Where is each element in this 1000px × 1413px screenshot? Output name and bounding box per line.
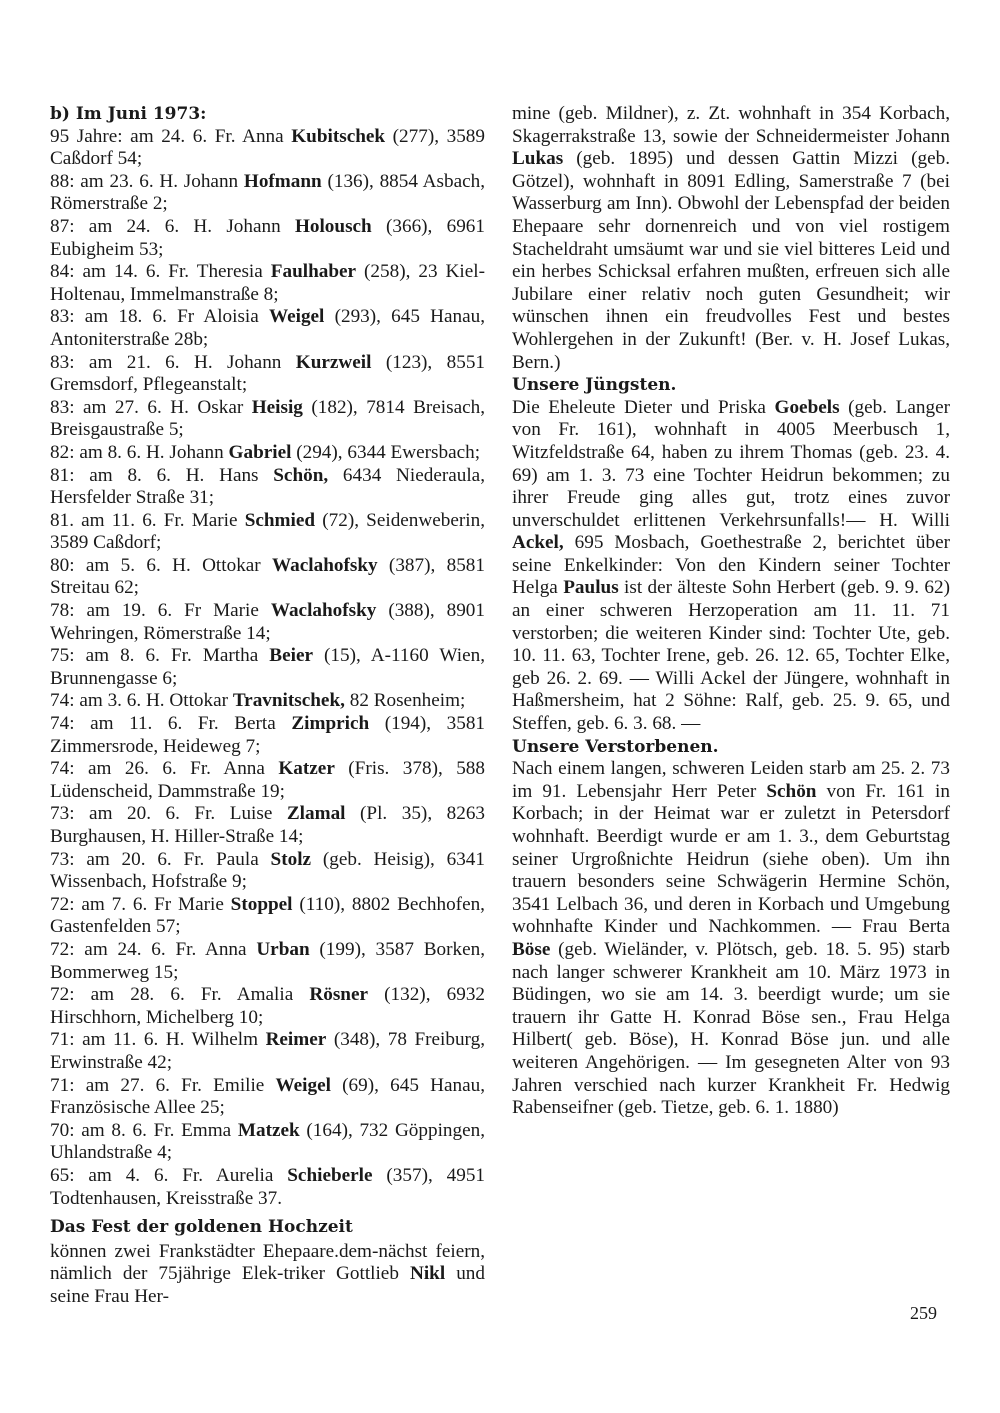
entry-age: 95 Jahre:	[50, 125, 123, 147]
birthday-entry: 88: am 23. 6. H. Johann Hofmann (136), 8854 Asbach, Römerstraße 2;	[50, 170, 485, 215]
birthday-entry: 82: am 8. 6. H. Johann Gabriel (294), 6344 Ewersbach;	[50, 441, 481, 463]
birthday-list	[50, 126, 485, 1211]
entry-age: 74:	[50, 690, 75, 712]
person-name: Beier	[269, 645, 313, 667]
golden-wedding-heading: Das Fest der goldenen Hochzeit	[50, 1217, 353, 1238]
birthday-entry: 74: am 26. 6. Fr. Anna Katzer (Fris. 378), 588 Lüdenscheid, Dammstraße 19;	[50, 758, 485, 802]
entry-age: 83:	[50, 306, 75, 328]
entry-age: 75:	[50, 645, 75, 667]
person-name: Heisig	[251, 396, 303, 418]
golden-wedding-continued: mine (geb. Mildner), z. Zt. wohnhaft in 354 Korbach, Skagerrakstraße 13, sowie der Schneidermeister Johann Lukas (geb. 1895) und dessen Gattin Mizzi (geb. Götzel), wohnhaft in 8091 Edling, Samerstraße 7 (bei Wasserburg am Inn). Obwohl der Lebenspfad der beiden Ehepaare sehr dornenreich und von viel rostigem Stacheldraht umsäumt war und sie viel bitteres Leid und ein herbes Schicksal erfahren mußten, erfreuen sich alle Jubilare einer relativ noch guten Gesundheit; wir wünschen ihnen ein freudvolles Fest und bestes Wohlergehen in der Zukunft! (Ber. v. H. Josef Lukas, Bern.)	[512, 103, 950, 373]
person-name: Schieberle	[287, 1164, 373, 1186]
person-name: Zimprich	[291, 713, 370, 735]
person-name: Matzek	[237, 1119, 300, 1141]
person-name: Böse	[512, 938, 551, 960]
person-name: Stolz	[270, 848, 312, 870]
person-name: Katzer	[278, 758, 335, 780]
person-name: Schmied	[244, 509, 316, 531]
entry-age: 78:	[50, 600, 75, 622]
person-name: Reimer	[265, 1029, 327, 1051]
right-column	[512, 103, 950, 1120]
person-name: Nikl	[409, 1263, 446, 1285]
person-name: Ackel,	[512, 532, 564, 554]
birthday-entry: 78: am 19. 6. Fr Marie Waclahofsky (388), 8901 Wehringen, Römerstraße 14;	[50, 600, 485, 644]
section-heading-june: b) Im Juni 1973:	[50, 104, 207, 124]
youngest-paragraph: Die Eheleute Dieter und Priska Goebels (geb. Langer von Fr. 161), wohnhaft in 4005 Meerbusch 1, Witzfeldstraße 64, haben zu ihrem Thomas (geb. 23. 4. 69) am 1. 3. 73 eine Tochter Heidrun bekommen; zu ihrer Freude ging alles gut, trotz eines zuvor unverschuldet erlittenen Verkehrsunfalls!— H. Willi Ackel, 695 Mosbach, Goethestraße 2, berichtet über seine Enkelkinder: Von den Kindern seiner Tochter Helga Paulus ist der älteste Sohn Herbert (geb. 9. 9. 62) an einer schweren Herzoperation am 11. 11. 71 verstorben; die weiteren Kinder sind: Tochter Ute, geb. 10. 11. 63, Tochter Irene, geb. 26. 12. 65, Tochter Elke, geb 26. 2. 69. — Willi Ackel der Jüngere, wohnhaft in Haßmersheim, hat 2 Söhne: Ralf, geb. 25. 9. 65, und Steffen, geb. 6. 3. 68. —	[512, 396, 950, 735]
entry-age: 73:	[50, 803, 75, 825]
person-name: Rösner	[309, 984, 368, 1006]
birthday-entry: 81: am 8. 6. H. Hans Schön, 6434 Niederaula, Hersfelder Straße 31;	[50, 464, 485, 509]
entry-age: 80:	[50, 554, 75, 576]
birthday-entry: 65: am 4. 6. Fr. Aurelia Schieberle (357), 4951 Todtenhausen, Kreisstraße 37.	[50, 1164, 486, 1209]
person-name: Weigel	[275, 1074, 331, 1096]
person-name: Paulus	[563, 577, 619, 599]
birthday-entry: 72: am 28. 6. Fr. Amalia Rösner (132), 6932 Hirschhorn, Michelberg 10;	[50, 984, 486, 1028]
birthday-entry: 72: am 7. 6. Fr Marie Stoppel (110), 8802 Bechhofen, Gastenfelden 57;	[50, 893, 485, 938]
person-name: Urban	[256, 938, 310, 960]
person-name: Waclahofsky	[270, 600, 377, 622]
person-name: Kubitschek	[291, 125, 386, 147]
entry-age: 83:	[50, 396, 75, 418]
entry-age: 72:	[50, 984, 75, 1006]
birthday-entry: 75: am 8. 6. Fr. Martha Beier (15), A-1160 Wien, Brunnengasse 6;	[50, 645, 485, 689]
person-name: Lukas	[512, 148, 564, 170]
entry-age: 74:	[50, 758, 75, 780]
birthday-entry: 72: am 24. 6. Fr. Anna Urban (199), 3587 Borken, Bommerweg 15;	[50, 938, 485, 983]
person-name: Kurzweil	[295, 351, 372, 373]
birthday-entry: 95 Jahre: am 24. 6. Fr. Anna Kubitschek (277), 3589 Caßdorf 54;	[50, 125, 485, 170]
person-name: Schön,	[273, 464, 329, 486]
entry-age: 81:	[50, 464, 75, 486]
person-name: Faulhaber	[270, 261, 357, 283]
birthday-entry: 73: am 20. 6. Fr. Luise Zlamal (Pl. 35), 8263 Burghausen, H. Hiller-Straße 14;	[50, 803, 485, 847]
entry-age: 71:	[50, 1074, 75, 1096]
left-column	[50, 103, 485, 1308]
birthday-entry: 83: am 27. 6. H. Oskar Heisig (182), 7814 Breisach, Breisgaustraße 5;	[50, 396, 485, 441]
entry-age: 65:	[50, 1164, 75, 1186]
person-name: Goebels	[774, 396, 840, 418]
birthday-entry: 80: am 5. 6. H. Ottokar Waclahofsky (387), 8581 Streitau 62;	[50, 554, 485, 599]
section-heading-youngest: Unsere Jüngsten.	[512, 375, 677, 396]
birthday-entry: 71: am 27. 6. Fr. Emilie Weigel (69), 645 Hanau, Französische Allee 25;	[50, 1074, 485, 1119]
entry-age: 87:	[50, 215, 75, 237]
birthday-entry: 70: am 8. 6. Fr. Emma Matzek (164), 732 Göppingen, Uhlandstraße 4;	[50, 1119, 486, 1164]
entry-age: 72:	[50, 938, 75, 960]
person-name: Holousch	[294, 215, 372, 237]
birthday-entry: 84: am 14. 6. Fr. Theresia Faulhaber (258), 23 Kiel-Holtenau, Immelmanstraße 8;	[50, 261, 485, 305]
entry-age: 88:	[50, 170, 75, 192]
birthday-entry: 71: am 11. 6. H. Wilhelm Reimer (348), 78 Freiburg, Erwinstraße 42;	[50, 1029, 485, 1073]
entry-age: 84:	[50, 261, 75, 283]
birthday-entry: 87: am 24. 6. H. Johann Holousch (366), 6961 Eubigheim 53;	[50, 215, 485, 260]
birthday-entry: 81. am 11. 6. Fr. Marie Schmied (72), Seidenweberin, 3589 Caßdorf;	[50, 509, 485, 554]
person-name: Stoppel	[230, 893, 293, 915]
entry-age: 81.	[50, 509, 74, 531]
entry-age: 70:	[50, 1119, 75, 1141]
birthday-entry: 83: am 21. 6. H. Johann Kurzweil (123), 8551 Gremsdorf, Pflegeanstalt;	[50, 351, 486, 396]
entry-age: 74:	[50, 713, 75, 735]
person-name: Zlamal	[286, 803, 346, 825]
entry-age: 83:	[50, 351, 75, 373]
page-number: 259	[910, 1303, 937, 1323]
entry-age: 71:	[50, 1029, 75, 1051]
person-name: Weigel	[268, 306, 325, 328]
person-name: Travnitschek,	[232, 690, 345, 712]
entry-age: 82:	[50, 441, 75, 463]
birthday-entry: 74: am 3. 6. H. Ottokar Travnitschek, 82 Rosenheim;	[50, 690, 466, 712]
birthday-entry: 83: am 18. 6. Fr Aloisia Weigel (293), 645 Hanau, Antoniterstraße 28b;	[50, 306, 485, 350]
golden-wedding-paragraph: können zwei Frankstädter Ehepaare.dem-nächst feiern, nämlich der 75jährige Elek-triker Gottlieb Nikl und seine Frau Her-	[50, 1240, 485, 1307]
entry-age: 72:	[50, 893, 75, 915]
person-name: Hofmann	[243, 170, 322, 192]
birthday-entry: 74: am 11. 6. Fr. Berta Zimprich (194), 3581 Zimmersrode, Heideweg 7;	[50, 713, 486, 757]
person-name: Gabriel	[228, 441, 292, 463]
deceased-paragraph: Nach einem langen, schweren Leiden starb am 25. 2. 73 im 91. Lebensjahr Herr Peter Schön von Fr. 161 in Korbach; in der Heimat war er zuletzt in Petersdorf wohnhaft. Beerdigt wurde er am 1. 3., dem Geburtstag seiner Urgroßnichte Heidrun (siehe oben). Um ihn trauern besonders seine Schwägerin Hermine Schön, 3541 Lelbach 36, und deren in Korbach und Umgebung wohnhafte Kinder und Nachkommen. — Frau Berta Böse (geb. Wieländer, v. Plötsch, geb. 18. 5. 95) starb nach langer schwerer Krankheit am 10. März 1973 in Büdingen, wo sie am 14. 3. beerdigt wurde; um sie trauern ihr Gatte H. Konrad Böse sen., Frau Helga Hilbert( geb. Böse), H. Konrad Böse jun. und alle weiteren Angehörigen. — Im gesegneten Alter von 93 Jahren verschied nach kurzer Krankheit Fr. Hedwig Rabenseifner (geb. Tietze, geb. 6. 1. 1880)	[512, 758, 950, 1119]
birthday-entry: 73: am 20. 6. Fr. Paula Stolz (geb. Heisig), 6341 Wissenbach, Hofstraße 9;	[50, 848, 485, 893]
person-name: Waclahofsky	[272, 554, 378, 576]
section-heading-deceased: Unsere Verstorbenen.	[512, 736, 719, 757]
entry-age: 73:	[50, 848, 75, 870]
person-name: Schön	[766, 780, 817, 802]
